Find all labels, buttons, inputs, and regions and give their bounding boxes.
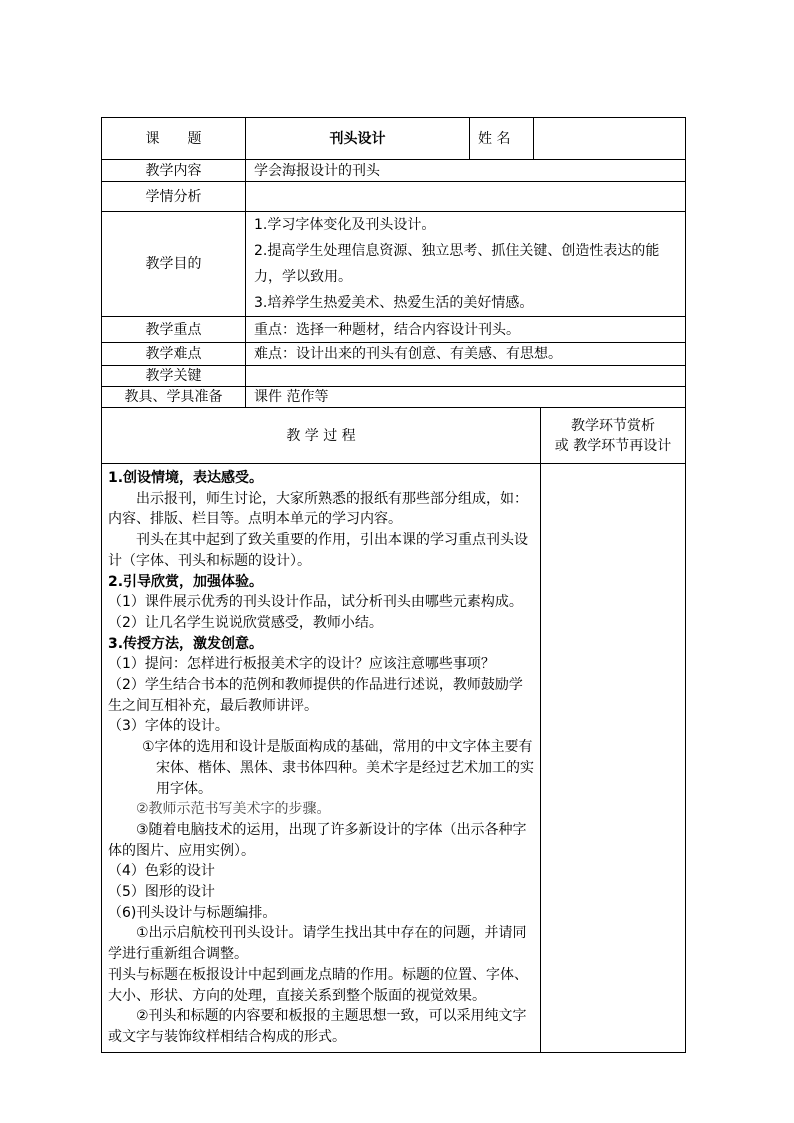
process-paragraph: ①字体的选用和设计是版面构成的基础，常用的中文字体主要有宋体、楷体、黑体、隶书体四种。美术字是经过艺术加工的实用字体。 xyxy=(142,739,534,797)
process-paragraph: ②教师示范书写美术字的步骤。 xyxy=(136,801,331,818)
process-content xyxy=(102,464,541,1053)
process-paragraph: （2）让几名学生说说欣赏感受，教师小结。 xyxy=(108,614,383,631)
process-paragraph: （6)刊头设计与标题编排。 xyxy=(108,904,277,921)
process-heading: 3.传授方法，激发创意。 xyxy=(108,635,264,652)
tools-value: 课件 范作等 xyxy=(246,387,686,408)
content-value: 学会海报设计的刊头 xyxy=(246,160,686,182)
process-header-left: 教 学 过 程 xyxy=(102,408,541,464)
process-paragraph: ①出示启航校刊刊头设计。请学生找出其中存在的问题，并请同学进行重新组合调整。 xyxy=(108,925,527,963)
tools-row xyxy=(102,387,686,408)
process-header-right xyxy=(541,408,686,464)
focus-row xyxy=(102,317,686,343)
process-heading: 2.引导欣赏，加强体验。 xyxy=(108,573,264,590)
content-row xyxy=(102,160,686,182)
process-paragraph: （3）字体的设计。 xyxy=(108,718,229,735)
difficulty-row xyxy=(102,343,686,366)
analysis-label: 学情分析 xyxy=(102,182,246,212)
tools-label: 教具、学具准备 xyxy=(102,387,246,408)
process-notes-cell xyxy=(541,464,686,1053)
topic-value: 刊头设计 xyxy=(246,118,470,160)
topic-row xyxy=(102,118,686,160)
difficulty-value: 难点：设计出来的刊头有创意、有美感、有思想。 xyxy=(246,343,686,366)
goal-line: 3.培养学生热爱美术、热爱生活的美好情感。 xyxy=(254,295,534,311)
topic-label: 课 题 xyxy=(102,118,246,160)
analysis-row xyxy=(102,182,686,212)
process-paragraph: （4）色彩的设计 xyxy=(108,863,215,880)
process-paragraph: ③随着电脑技术的运用，出现了许多新设计的字体（出示各种字体的图片、应用实例）。 xyxy=(108,821,527,859)
goal-line: 1.学习字体变化及刊头设计。 xyxy=(254,217,436,233)
process-header-right-line1: 教学环节赏析 xyxy=(571,417,655,434)
process-paragraph: 刊头与标题在板报设计中起到画龙点睛的作用。标题的位置、字体、大小、形状、方向的处理，直接关系到整个版面的视觉效果。 xyxy=(108,966,528,1004)
process-header-row xyxy=(102,408,686,464)
focus-label: 教学重点 xyxy=(102,317,246,343)
process-paragraph: （1）提问：怎样进行板报美术字的设计？应该注意哪些事项？ xyxy=(108,656,495,673)
goal-line: 2.提高学生处理信息资源、独立思考、抓住关键、创造性表达的能力，学以致用。 xyxy=(254,243,660,285)
goal-row xyxy=(102,212,686,317)
process-paragraph: （1）课件展示优秀的刊头设计作品，试分析刊头由哪些元素构成。 xyxy=(108,594,523,611)
content-label: 教学内容 xyxy=(102,160,246,182)
process-paragraph: ②刊头和标题的内容要和板报的主题思想一致，可以采用纯文字或文字与装饰纹样相结合构成的形式。 xyxy=(108,1008,527,1045)
process-header-right-line2: 或 教学环节再设计 xyxy=(554,437,672,454)
goal-value xyxy=(246,212,686,317)
name-value xyxy=(534,118,686,160)
analysis-value xyxy=(246,182,686,212)
key-value xyxy=(246,366,686,387)
key-row xyxy=(102,366,686,387)
lesson-plan-table xyxy=(101,117,686,1053)
process-paragraph: 出示报刊，师生讨论，大家所熟悉的报纸有那些部分组成，如：内容、排版、栏目等。点明本单元的学习内容。 xyxy=(108,490,528,528)
name-label: 姓 名 xyxy=(470,118,534,160)
difficulty-label: 教学难点 xyxy=(102,343,246,366)
process-row xyxy=(102,464,686,1053)
focus-value: 重点：选择一种题材，结合内容设计刊头。 xyxy=(246,317,686,343)
goal-label: 教学目的 xyxy=(102,212,246,317)
process-paragraph: （2）学生结合书本的范例和教师提供的作品进行述说，教师鼓励学生之间互相补充，最后教师讲评。 xyxy=(108,677,523,714)
process-paragraph: （5）图形的设计 xyxy=(108,884,215,901)
process-heading: 1.创设情境，表达感受。 xyxy=(108,470,264,486)
key-label: 教学关键 xyxy=(102,366,246,387)
process-paragraph: 刊头在其中起到了致关重要的作用，引出本课的学习重点刊头设计（字体、刊头和标题的设计）。 xyxy=(108,532,528,569)
